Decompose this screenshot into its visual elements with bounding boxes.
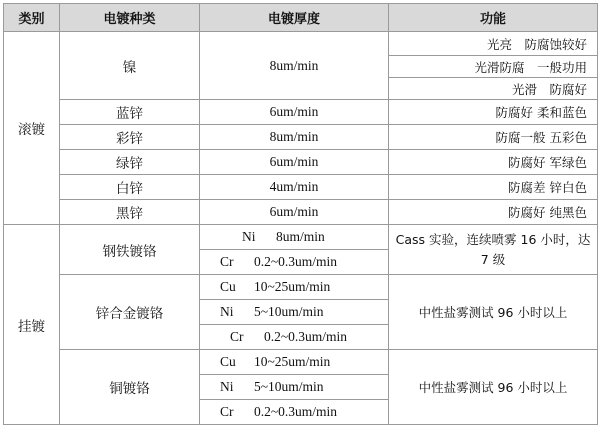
spec-cell	[200, 325, 389, 350]
header-category: 类别	[4, 4, 60, 32]
spec-rate: 0.2~0.3um/min	[254, 404, 338, 419]
table-row	[4, 350, 598, 375]
spec-element: Cr	[220, 254, 234, 269]
header-thickness: 电镀厚度	[200, 4, 389, 32]
spec-rate: 8um/min	[276, 229, 325, 244]
thickness-cell: 8um/min	[200, 125, 389, 150]
spec-cell	[200, 250, 389, 275]
type-cell: 绿锌	[60, 150, 200, 175]
function-cell: 光滑 防腐好	[389, 78, 598, 100]
type-cell: 锌合金镀铬	[60, 275, 200, 350]
table-row	[4, 150, 598, 175]
function-cell: 光亮 防腐蚀较好	[389, 32, 598, 56]
type-cell: 黑锌	[60, 200, 200, 225]
spec-rate: 0.2~0.3um/min	[264, 329, 348, 344]
thickness-cell: 6um/min	[200, 100, 389, 125]
spec-cell	[200, 225, 389, 250]
spec-cell	[200, 375, 389, 400]
spec-cell	[200, 400, 389, 425]
table-row	[4, 125, 598, 150]
spec-cell	[200, 350, 389, 375]
header-type: 电镀种类	[60, 4, 200, 32]
function-cell: Cass 实验，连续喷雾 16 小时，达 7 级	[389, 225, 598, 275]
spec-element: Cr	[220, 404, 234, 419]
function-cell: 中性盐雾测试 96 小时以上	[389, 350, 598, 425]
spec-element: Ni	[220, 379, 234, 394]
spec-rate: 10~25um/min	[254, 279, 331, 294]
function-cell: 防腐差 锌白色	[389, 175, 598, 200]
type-cell: 镍	[60, 32, 200, 100]
table-row	[4, 32, 598, 56]
function-cell: 防腐好 柔和蓝色	[389, 100, 598, 125]
type-cell: 钢铁镀铬	[60, 225, 200, 275]
table-row	[4, 275, 598, 300]
function-cell: 中性盐雾测试 96 小时以上	[389, 275, 598, 350]
spec-rate: 5~10um/min	[254, 304, 324, 319]
table-row	[4, 200, 598, 225]
spec-rate: 5~10um/min	[254, 379, 324, 394]
spec-element: Ni	[220, 304, 234, 319]
plating-table	[3, 3, 598, 425]
type-cell: 彩锌	[60, 125, 200, 150]
table-row	[4, 225, 598, 250]
type-cell: 蓝锌	[60, 100, 200, 125]
function-cell: 防腐一般 五彩色	[389, 125, 598, 150]
spec-element: Cr	[230, 329, 244, 344]
thickness-cell: 6um/min	[200, 200, 389, 225]
header-function: 功能	[389, 4, 598, 32]
spec-rate: 0.2~0.3um/min	[254, 254, 338, 269]
spec-cell	[200, 275, 389, 300]
table-row	[4, 175, 598, 200]
spec-element: Ni	[242, 229, 256, 244]
spec-rate: 10~25um/min	[254, 354, 331, 369]
function-cell: 防腐好 军绿色	[389, 150, 598, 175]
thickness-cell: 4um/min	[200, 175, 389, 200]
type-cell: 铜镀铬	[60, 350, 200, 425]
spec-element: Cu	[220, 279, 236, 294]
type-cell: 白锌	[60, 175, 200, 200]
thickness-cell: 8um/min	[200, 32, 389, 100]
header-row	[4, 4, 598, 32]
spec-element: Cu	[220, 354, 236, 369]
category-roll: 滚镀	[4, 32, 60, 225]
spec-cell	[200, 300, 389, 325]
function-cell: 光滑防腐 一般功用	[389, 56, 598, 78]
thickness-cell: 6um/min	[200, 150, 389, 175]
function-cell: 防腐好 纯黑色	[389, 200, 598, 225]
table-row	[4, 100, 598, 125]
category-rack: 挂镀	[4, 225, 60, 425]
